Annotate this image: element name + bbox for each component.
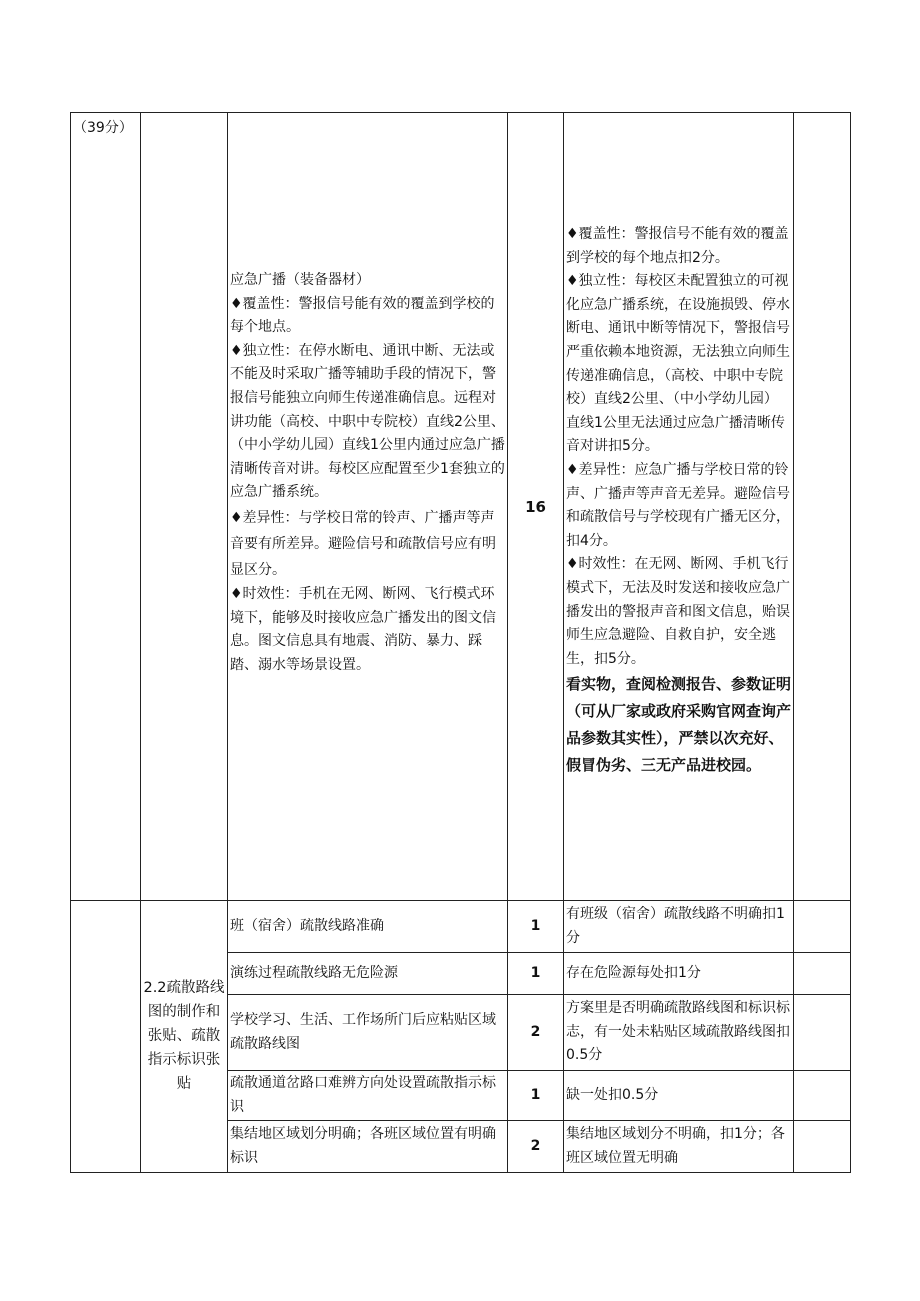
criteria-cell xyxy=(564,113,794,901)
score-cell xyxy=(508,113,564,901)
subcategory-cell xyxy=(141,113,228,901)
remark-cell xyxy=(794,901,851,953)
content-cell xyxy=(228,901,508,953)
score-value: 1 xyxy=(530,964,541,981)
criteria-item: ♦时效性：在无网、断网、手机飞行模式下，无法及时发送和接收应急广播发出的警报声音和图文信息，贻误师生应急避险、自救自护，安全逃生，扣5分。 xyxy=(566,556,790,667)
criteria-item: ♦差异性：应急广播与学校日常的铃声、广播声等声音无差异。避险信号和疏散信号与学校现有广播无区分，扣4分。 xyxy=(566,461,790,549)
content-item: ♦时效性：手机在无网、断网、飞行模式环境下，能够及时接收应急广播发出的图文信息。图文信息具有地震、消防、暴力、踩踏、溺水等场景设置。 xyxy=(230,585,496,673)
content-text: 疏散通道岔路口难辨方向处设置疏散指示标识 xyxy=(230,1075,496,1115)
criteria-bold-note: 看实物，查阅检测报告、参数证明（可从厂家或政府采购官网查询产品参数其实性），严禁以次充好、假冒伪劣、三无产品进校园。 xyxy=(566,675,792,775)
remark-cell xyxy=(794,1121,851,1173)
score-value: 16 xyxy=(525,498,546,516)
category-cell xyxy=(71,113,141,901)
criteria-cell xyxy=(564,901,794,953)
content-cell xyxy=(228,995,508,1071)
content-title: 应急广播（装备器材） xyxy=(230,272,370,288)
remark-cell xyxy=(794,953,851,995)
remark-cell xyxy=(794,1071,851,1121)
content-text: 集结地区域划分明确；各班区域位置有明确标识 xyxy=(230,1126,496,1166)
category-label: （39分） xyxy=(73,120,133,136)
content-text: 班（宿舍）疏散线路准确 xyxy=(230,917,384,934)
criteria-text: 方案里是否明确疏散路线图和标识标志，有一处未粘贴区域疏散路线图扣0.5分 xyxy=(566,1000,790,1064)
criteria-cell xyxy=(564,1121,794,1173)
subcategory-2-2 xyxy=(141,901,228,1173)
score-value: 2 xyxy=(530,1023,541,1040)
criteria-cell xyxy=(564,953,794,995)
score-cell xyxy=(508,901,564,953)
criteria-item: ♦独立性：每校区未配置独立的可视化应急广播系统，在设施损毁、停水断电、通讯中断等情况下，警报信号严重依赖本地资源，无法独立向师生传递准确信息，（高校、中职中专院校）直线2公里、（中小学幼儿园）直线1公里无法通过应急广播清晰传音对讲扣5分。 xyxy=(566,273,790,455)
content-cell xyxy=(228,953,508,995)
content-text: 学校学习、生活、工作场所门后应粘贴区域疏散路线图 xyxy=(230,1011,496,1052)
table-row xyxy=(71,901,851,953)
content-item: ♦差异性：与学校日常的铃声、广播声等声音要有所差异。避险信号和疏散信号应有明显区分。 xyxy=(230,509,496,578)
scoring-table xyxy=(70,112,851,1173)
criteria-text: 缺一处扣0.5分 xyxy=(566,1086,659,1103)
criteria-text: 集结地区域划分不明确，扣1分；各班区域位置无明确 xyxy=(566,1126,785,1166)
score-value: 1 xyxy=(530,1086,541,1103)
score-cell xyxy=(508,995,564,1071)
score-value: 1 xyxy=(530,917,541,934)
content-item: ♦覆盖性：警报信号能有效的覆盖到学校的每个地点。 xyxy=(230,295,495,336)
criteria-text: 存在危险源每处扣1分 xyxy=(566,964,701,981)
table-row xyxy=(71,113,851,901)
category-cell-continued xyxy=(71,901,141,1173)
score-value: 2 xyxy=(530,1137,541,1154)
criteria-item: ♦覆盖性：警报信号不能有效的覆盖到学校的每个地点扣2分。 xyxy=(566,226,789,266)
score-cell xyxy=(508,1121,564,1173)
subcategory-title: 2.2疏散路线图的制作和张贴、疏散指示标识张贴 xyxy=(143,980,225,1093)
score-cell xyxy=(508,953,564,995)
content-cell xyxy=(228,113,508,901)
remark-cell xyxy=(794,995,851,1071)
criteria-text: 有班级（宿舍）疏散线路不明确扣1分 xyxy=(566,905,785,946)
remark-cell xyxy=(794,113,851,901)
content-cell xyxy=(228,1071,508,1121)
criteria-cell xyxy=(564,995,794,1071)
content-text: 演练过程疏散线路无危险源 xyxy=(230,964,398,981)
content-item: ♦独立性：在停水断电、通讯中断、无法或不能及时采取广播等辅助手段的情况下，警报信号能独立向师生传递准确信息。远程对讲功能（高校、中职中专院校）直线2公里、（中小学幼儿园）直线1公里内通过应急广播清晰传音对讲。每校区应配置至少1套独立的应急广播系统。 xyxy=(230,342,505,501)
content-cell xyxy=(228,1121,508,1173)
score-cell xyxy=(508,1071,564,1121)
criteria-cell xyxy=(564,1071,794,1121)
